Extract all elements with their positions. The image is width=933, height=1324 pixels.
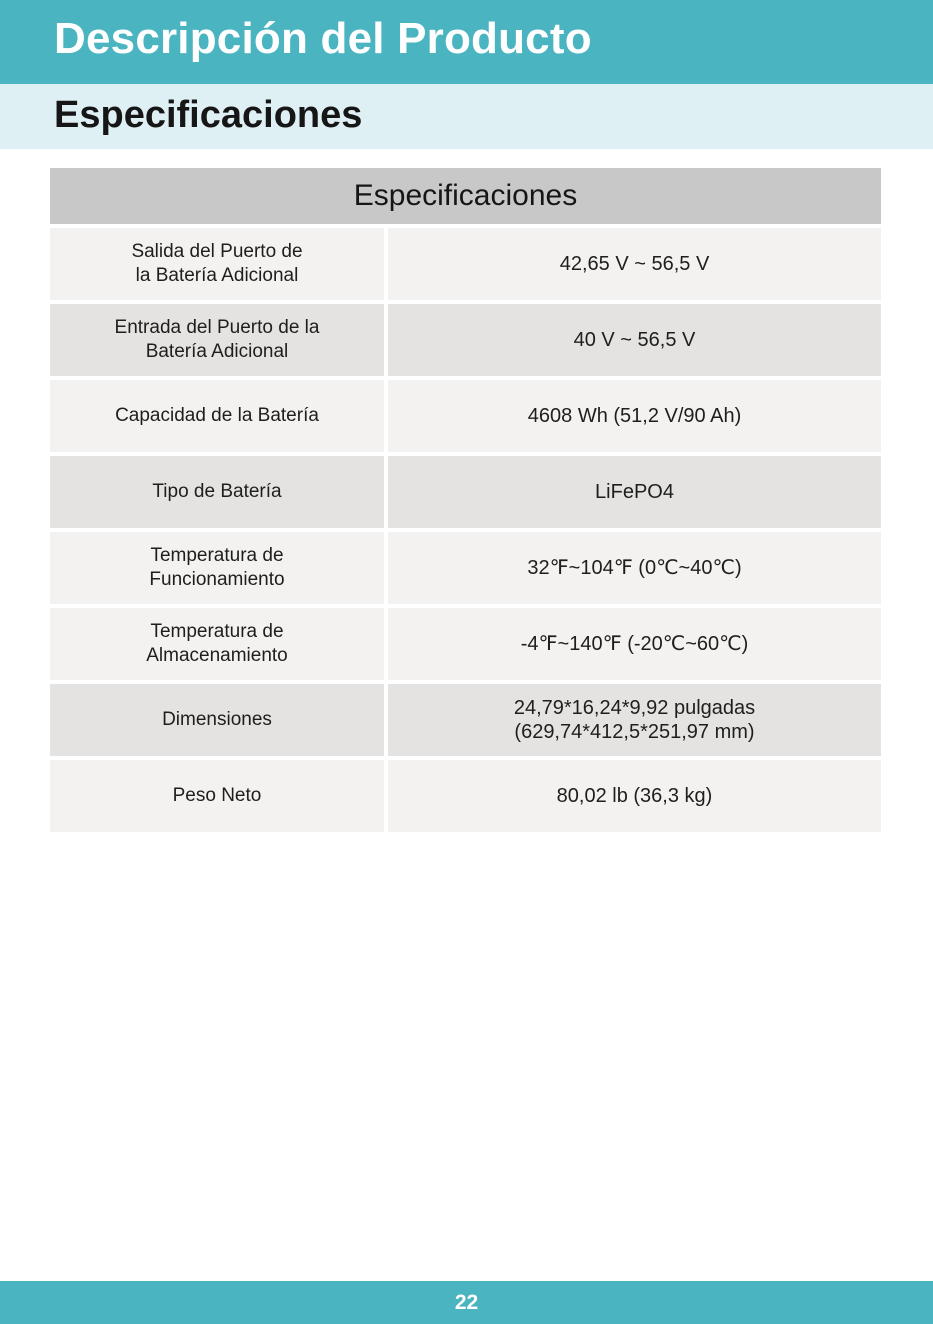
spec-value: 24,79*16,24*9,92 pulgadas (629,74*412,5*251,97 mm)	[388, 684, 881, 756]
table-heading: Especificaciones	[50, 168, 881, 224]
header-bar	[0, 0, 933, 84]
table-row	[50, 228, 881, 300]
spec-label: Capacidad de la Batería	[50, 380, 384, 452]
table-row	[50, 532, 881, 604]
table-row	[50, 304, 881, 376]
table-row	[50, 684, 881, 756]
spec-label: Salida del Puerto de la Batería Adicional	[50, 228, 384, 300]
spec-value: 42,65 V ~ 56,5 V	[388, 228, 881, 300]
spec-value: 40 V ~ 56,5 V	[388, 304, 881, 376]
spec-label: Dimensiones	[50, 684, 384, 756]
spec-value: -4℉~140℉ (-20℃~60℃)	[388, 608, 881, 680]
section-header-bar	[0, 84, 933, 149]
table-row	[50, 380, 881, 452]
table-row	[50, 608, 881, 680]
footer-bar	[0, 1281, 933, 1324]
spec-value: 80,02 lb (36,3 kg)	[388, 760, 881, 832]
page-title: Descripción del Producto	[54, 14, 592, 63]
table-row	[50, 760, 881, 832]
spec-label: Temperatura de Almacenamiento	[50, 608, 384, 680]
spec-label: Temperatura de Funcionamiento	[50, 532, 384, 604]
section-title: Especificaciones	[54, 94, 363, 136]
spec-value: 32℉~104℉ (0℃~40℃)	[388, 532, 881, 604]
spec-label: Peso Neto	[50, 760, 384, 832]
table-row	[50, 456, 881, 528]
spec-label: Tipo de Batería	[50, 456, 384, 528]
page-number: 22	[454, 1290, 479, 1314]
spec-value: 4608 Wh (51,2 V/90 Ah)	[388, 380, 881, 452]
spec-label: Entrada del Puerto de la Batería Adicional	[50, 304, 384, 376]
spec-value: LiFePO4	[388, 456, 881, 528]
specifications-table	[50, 168, 881, 836]
